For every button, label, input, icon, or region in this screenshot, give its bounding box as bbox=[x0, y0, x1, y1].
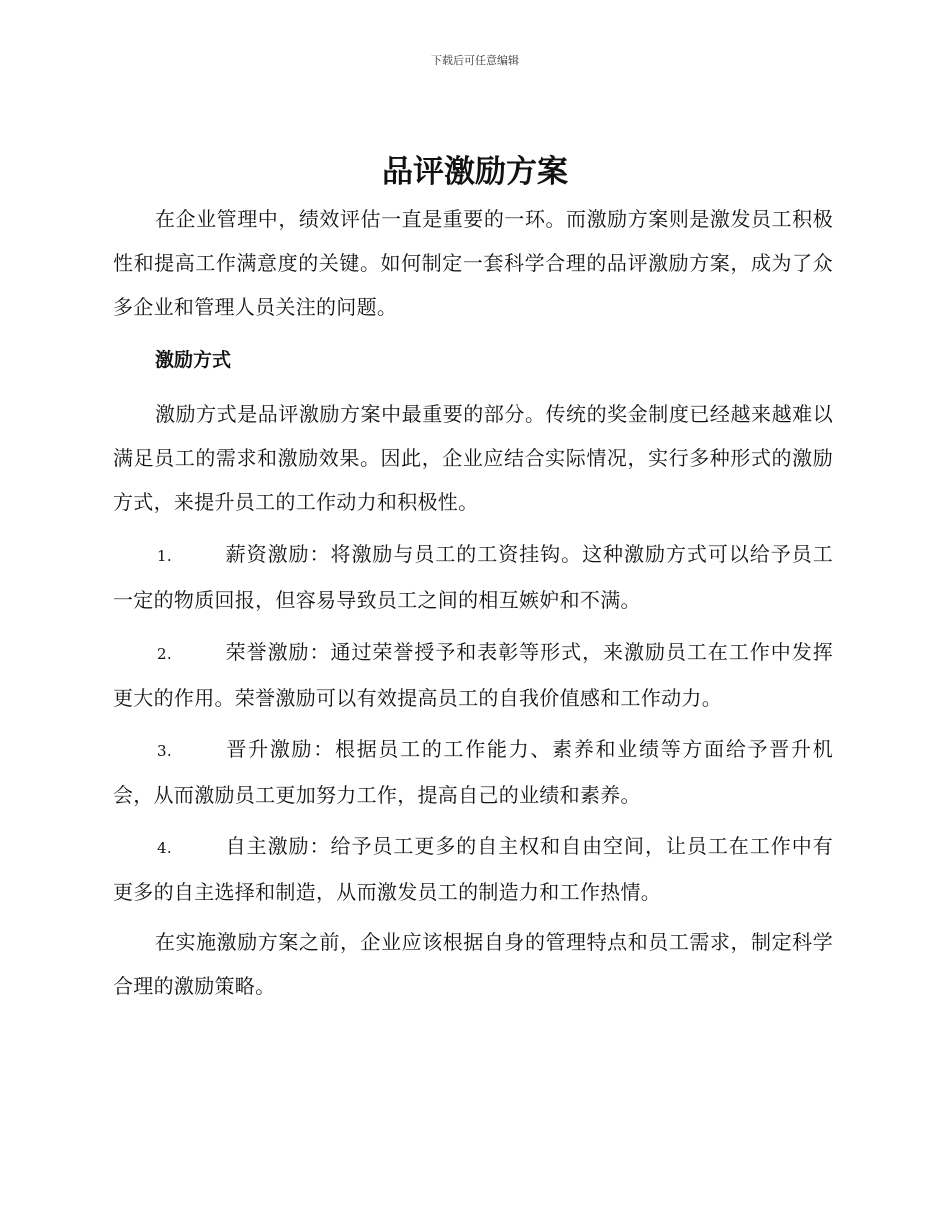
section-heading: 激励方式 bbox=[155, 349, 232, 371]
page-header-note: 下载后可任意编辑 bbox=[431, 54, 519, 67]
list-item-number: 4. bbox=[157, 839, 172, 857]
list-item bbox=[113, 727, 833, 817]
section-intro-paragraph: 激励方式是品评激励方案中最重要的部分。传统的奖金制度已经越来越难以满足员工的需求和激励效果。因此，企业应结合实际情况，实行多种形式的激励方式，来提升员工的工作动力和积极性。 bbox=[113, 402, 833, 514]
list-item-number: 2. bbox=[157, 645, 172, 663]
list-item bbox=[113, 824, 833, 914]
list-item bbox=[113, 630, 833, 720]
list-item-number: 3. bbox=[157, 742, 172, 760]
document-title: 品评激励方案 bbox=[382, 154, 568, 190]
list-item bbox=[113, 532, 833, 622]
intro-paragraph: 在企业管理中，绩效评估一直是重要的一环。而激励方案则是激发员工积极性和提高工作满意度的关键。如何制定一套科学合理的品评激励方案，成为了众多企业和管理人员关注的问题。 bbox=[113, 207, 833, 319]
list-item-number: 1. bbox=[157, 547, 172, 565]
list-item-text: 自主激励：给予员工更多的自主权和自由空间，让员工在工作中有更多的自主选择和制造，从而激发员工的制造力和工作热情。 bbox=[113, 834, 833, 904]
list-item-text: 晋升激励：根据员工的工作能力、素养和业绩等方面给予晋升机会，从而激励员工更加努力工作，提高自己的业绩和素养。 bbox=[113, 737, 833, 807]
conclusion-paragraph: 在实施激励方案之前，企业应该根据自身的管理特点和员工需求，制定科学合理的激励策略。 bbox=[113, 930, 833, 998]
list-item-text: 荣誉激励：通过荣誉授予和表彰等形式，来激励员工在工作中发挥更大的作用。荣誉激励可以有效提高员工的自我价值感和工作动力。 bbox=[113, 640, 833, 710]
list-item-text: 薪资激励：将激励与员工的工资挂钩。这种激励方式可以给予员工一定的物质回报，但容易导致员工之间的相互嫉妒和不满。 bbox=[113, 542, 833, 612]
